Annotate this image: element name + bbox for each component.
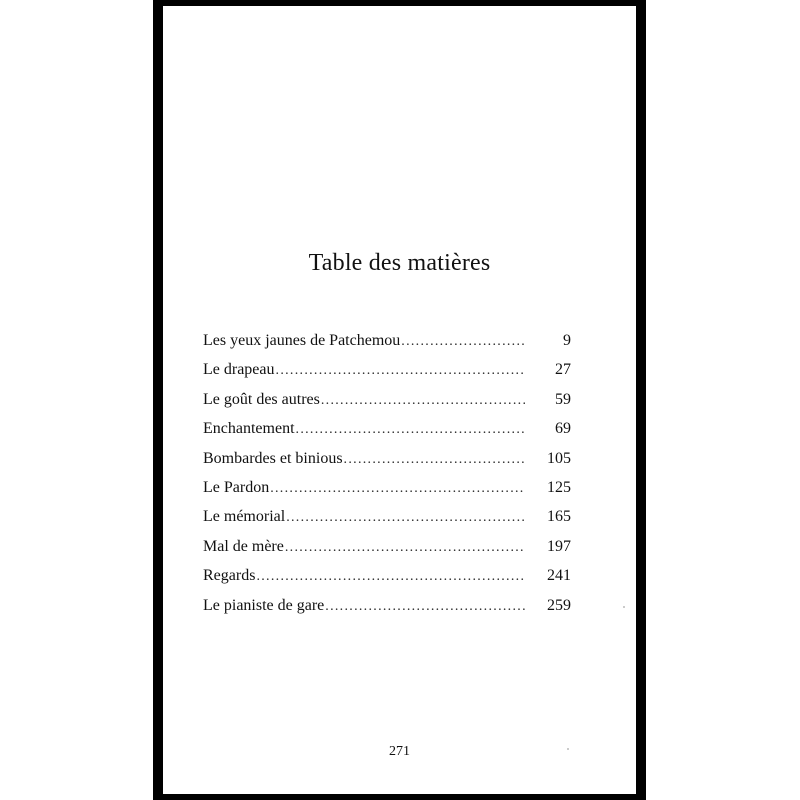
dot-leader [270,481,525,497]
table-of-contents [203,332,571,626]
toc-entry-page: 27 [555,361,571,379]
dot-leader [401,334,525,350]
paper-speck [623,606,625,608]
toc-entry-title: Regards [203,567,256,585]
toc-entry-title: Bombardes et binious [203,449,343,467]
toc-entry-page: 197 [547,537,571,555]
toc-entry-title: Le drapeau [203,361,275,379]
toc-entry-title: Les yeux jaunes de Patchemou [203,332,401,349]
dot-leader [321,393,525,409]
toc-entry-title: Enchantement [203,420,295,438]
dot-leader [325,599,525,615]
page-number: 271 [389,744,410,759]
book-page [163,6,636,794]
toc-entry-page: 59 [555,390,571,408]
dot-leader [296,422,525,438]
toc-entry-title: Le mémorial [203,508,286,526]
page-title: Table des matières [308,250,491,276]
toc-entry [203,538,571,567]
toc-entry-title: Le Pardon [203,478,270,496]
toc-entry-page: 105 [547,449,571,467]
dot-leader [256,569,525,585]
paper-speck [567,748,569,750]
toc-entry [203,332,571,361]
toc-entry [203,508,571,537]
toc-entry-page: 69 [555,420,571,438]
dot-leader [285,540,525,556]
toc-entry [203,420,571,449]
toc-entry-title: Le goût des autres [203,390,320,408]
dot-leader [286,510,525,526]
toc-entry [203,391,571,420]
toc-entry [203,567,571,596]
dot-leader [276,363,525,379]
toc-entry [203,597,571,626]
toc-entry-title: Mal de mère [203,537,284,555]
toc-entry [203,361,571,390]
toc-entry-page: 125 [547,478,571,496]
toc-entry [203,479,571,508]
toc-entry [203,450,571,479]
toc-entry-title: Le pianiste de gare [203,596,325,614]
toc-entry-page: 165 [547,508,571,526]
dot-leader [344,452,525,468]
toc-entry-page: 259 [547,596,571,614]
toc-entry-page: 9 [563,332,571,349]
toc-entry-page: 241 [547,567,571,585]
